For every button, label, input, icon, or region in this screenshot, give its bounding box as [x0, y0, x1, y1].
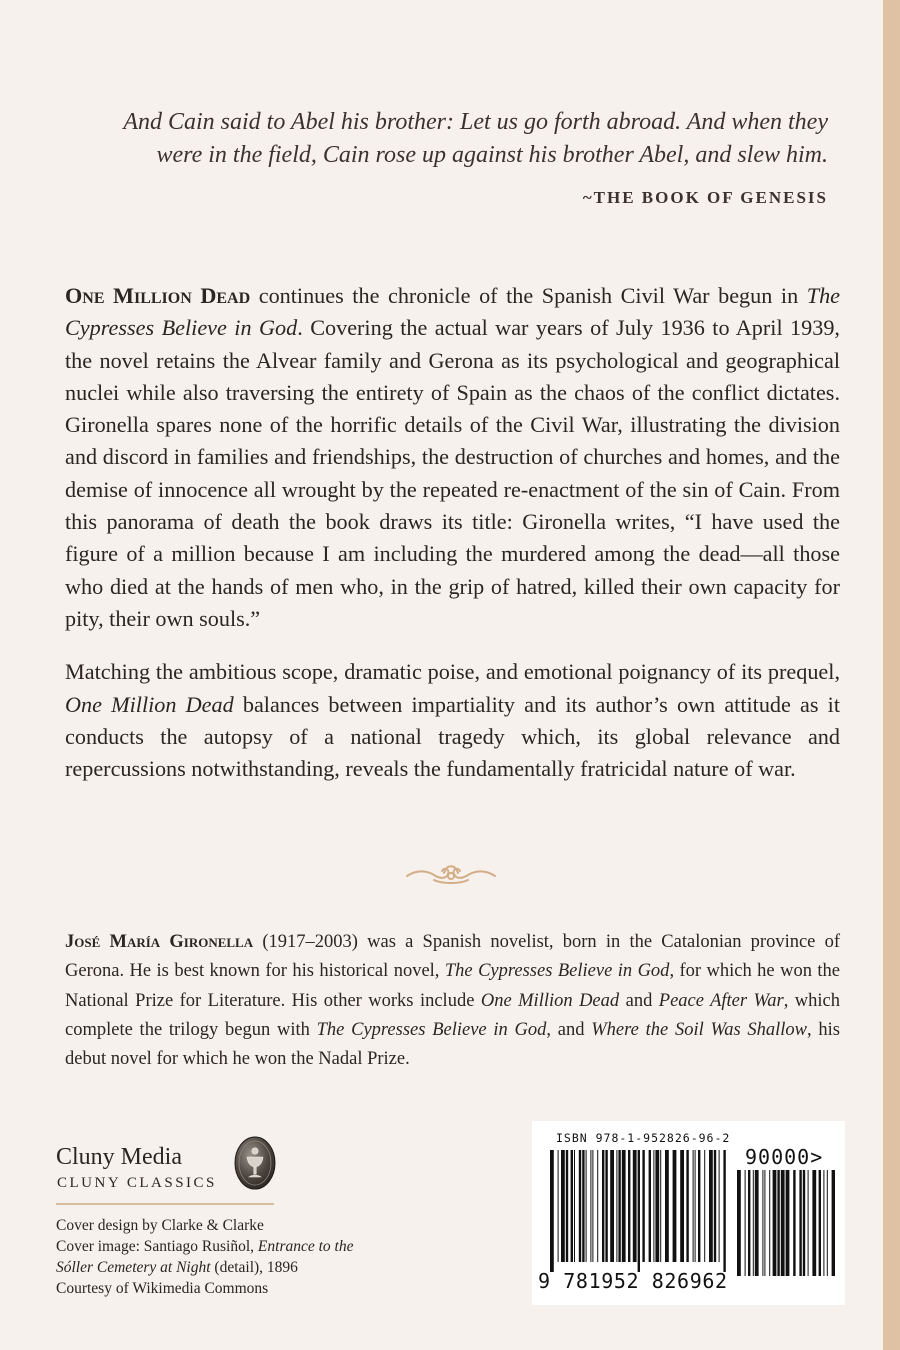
- prequel-title: The Cypresses Believe in God: [65, 283, 841, 341]
- publisher-name: Cluny Media: [56, 1144, 182, 1170]
- description-paragraph-1: One Million Dead continues the chronicle of the Spanish Civil War begun in The Cypresses Believe in God. Covering the actual war years of July 1936 to April 1939, the novel retains the Alvear family and Gerona as its psychological and geographical nuclei while also traversing the entirety of Spain as the chaos of the conflict dictates. Gironella spares none of the horrific details of the Civil War, illustrating the division and discord in families and friendships, the destruction of churches and homes, and the demise of innocence all wrought by the repeated re-enactment of the sin of Cain. From this panorama of death the book draws its title: Gironella writes, “I have used the figure of a million because I am including the murdered among the dead—all those who died at the hands of men who, in the grip of hatred, killed their own capacity for pity, their own souls.”: [65, 283, 841, 631]
- book-description: [65, 280, 840, 806]
- ean-digits: 9 781952 826962: [538, 1269, 728, 1293]
- chalice-medallion-icon: [234, 1136, 276, 1190]
- book-title-italic: One Million Dead: [65, 691, 234, 717]
- series-name: CLUNY CLASSICS: [57, 1175, 217, 1191]
- book-title: One Million Dead: [65, 283, 251, 308]
- cover-credits: [56, 1215, 386, 1299]
- credit-image-line-2: Sóller Cemetery at Night (detail), 1896: [56, 1259, 298, 1276]
- credit-design: Cover design by Clarke & Clarke: [56, 1217, 264, 1234]
- spine-edge-strip: [883, 0, 900, 1350]
- isbn-label: ISBN 978-1-952826-96-2: [556, 1131, 731, 1145]
- epigraph-source: ~THE BOOK OF GENESIS: [582, 188, 828, 207]
- epigraph-quote: [70, 106, 828, 172]
- author-bio: José María Gironella (1917–2003) was a Spanish novelist, born in the Catalonian province of Gerona. He is best known for his historical novel, The Cypresses Believe in God, for which he won the National Prize for Literature. His other works include One Million Dead and Peace After War, which complete the trilogy begun with The Cypresses Believe in God, and Where the Soil Was Shallow, his debut novel for which he won the Nadal Prize.: [65, 932, 841, 1070]
- price-addon-bars: [737, 1170, 835, 1286]
- author-name: José María Gironella: [65, 932, 254, 952]
- credit-image-line-1: Cover image: Santiago Rusiñol, Entrance to the: [56, 1238, 354, 1255]
- flourish-ornament-icon: [404, 860, 498, 886]
- epigraph-line-2: were in the field, Cain rose up against his brother Abel, and slew him.: [156, 142, 828, 168]
- epigraph-line-1: And Cain said to Abel his brother: Let us go forth abroad. And when they: [123, 109, 828, 135]
- description-paragraph-2: Matching the ambitious scope, dramatic poise, and emotional poignancy of its prequel, One Million Dead balances between impartiality and its author’s own attitude as it conducts the autopsy of a national tragedy which, its global relevance and repercussions notwithstanding, reveals the fundamentally fratricidal nature of war.: [65, 659, 840, 782]
- price-code: 90000>: [745, 1145, 824, 1169]
- publisher-divider: [56, 1203, 274, 1205]
- ean-barcode-bars: [550, 1150, 730, 1272]
- credit-courtesy: Courtesy of Wikimedia Commons: [56, 1280, 269, 1297]
